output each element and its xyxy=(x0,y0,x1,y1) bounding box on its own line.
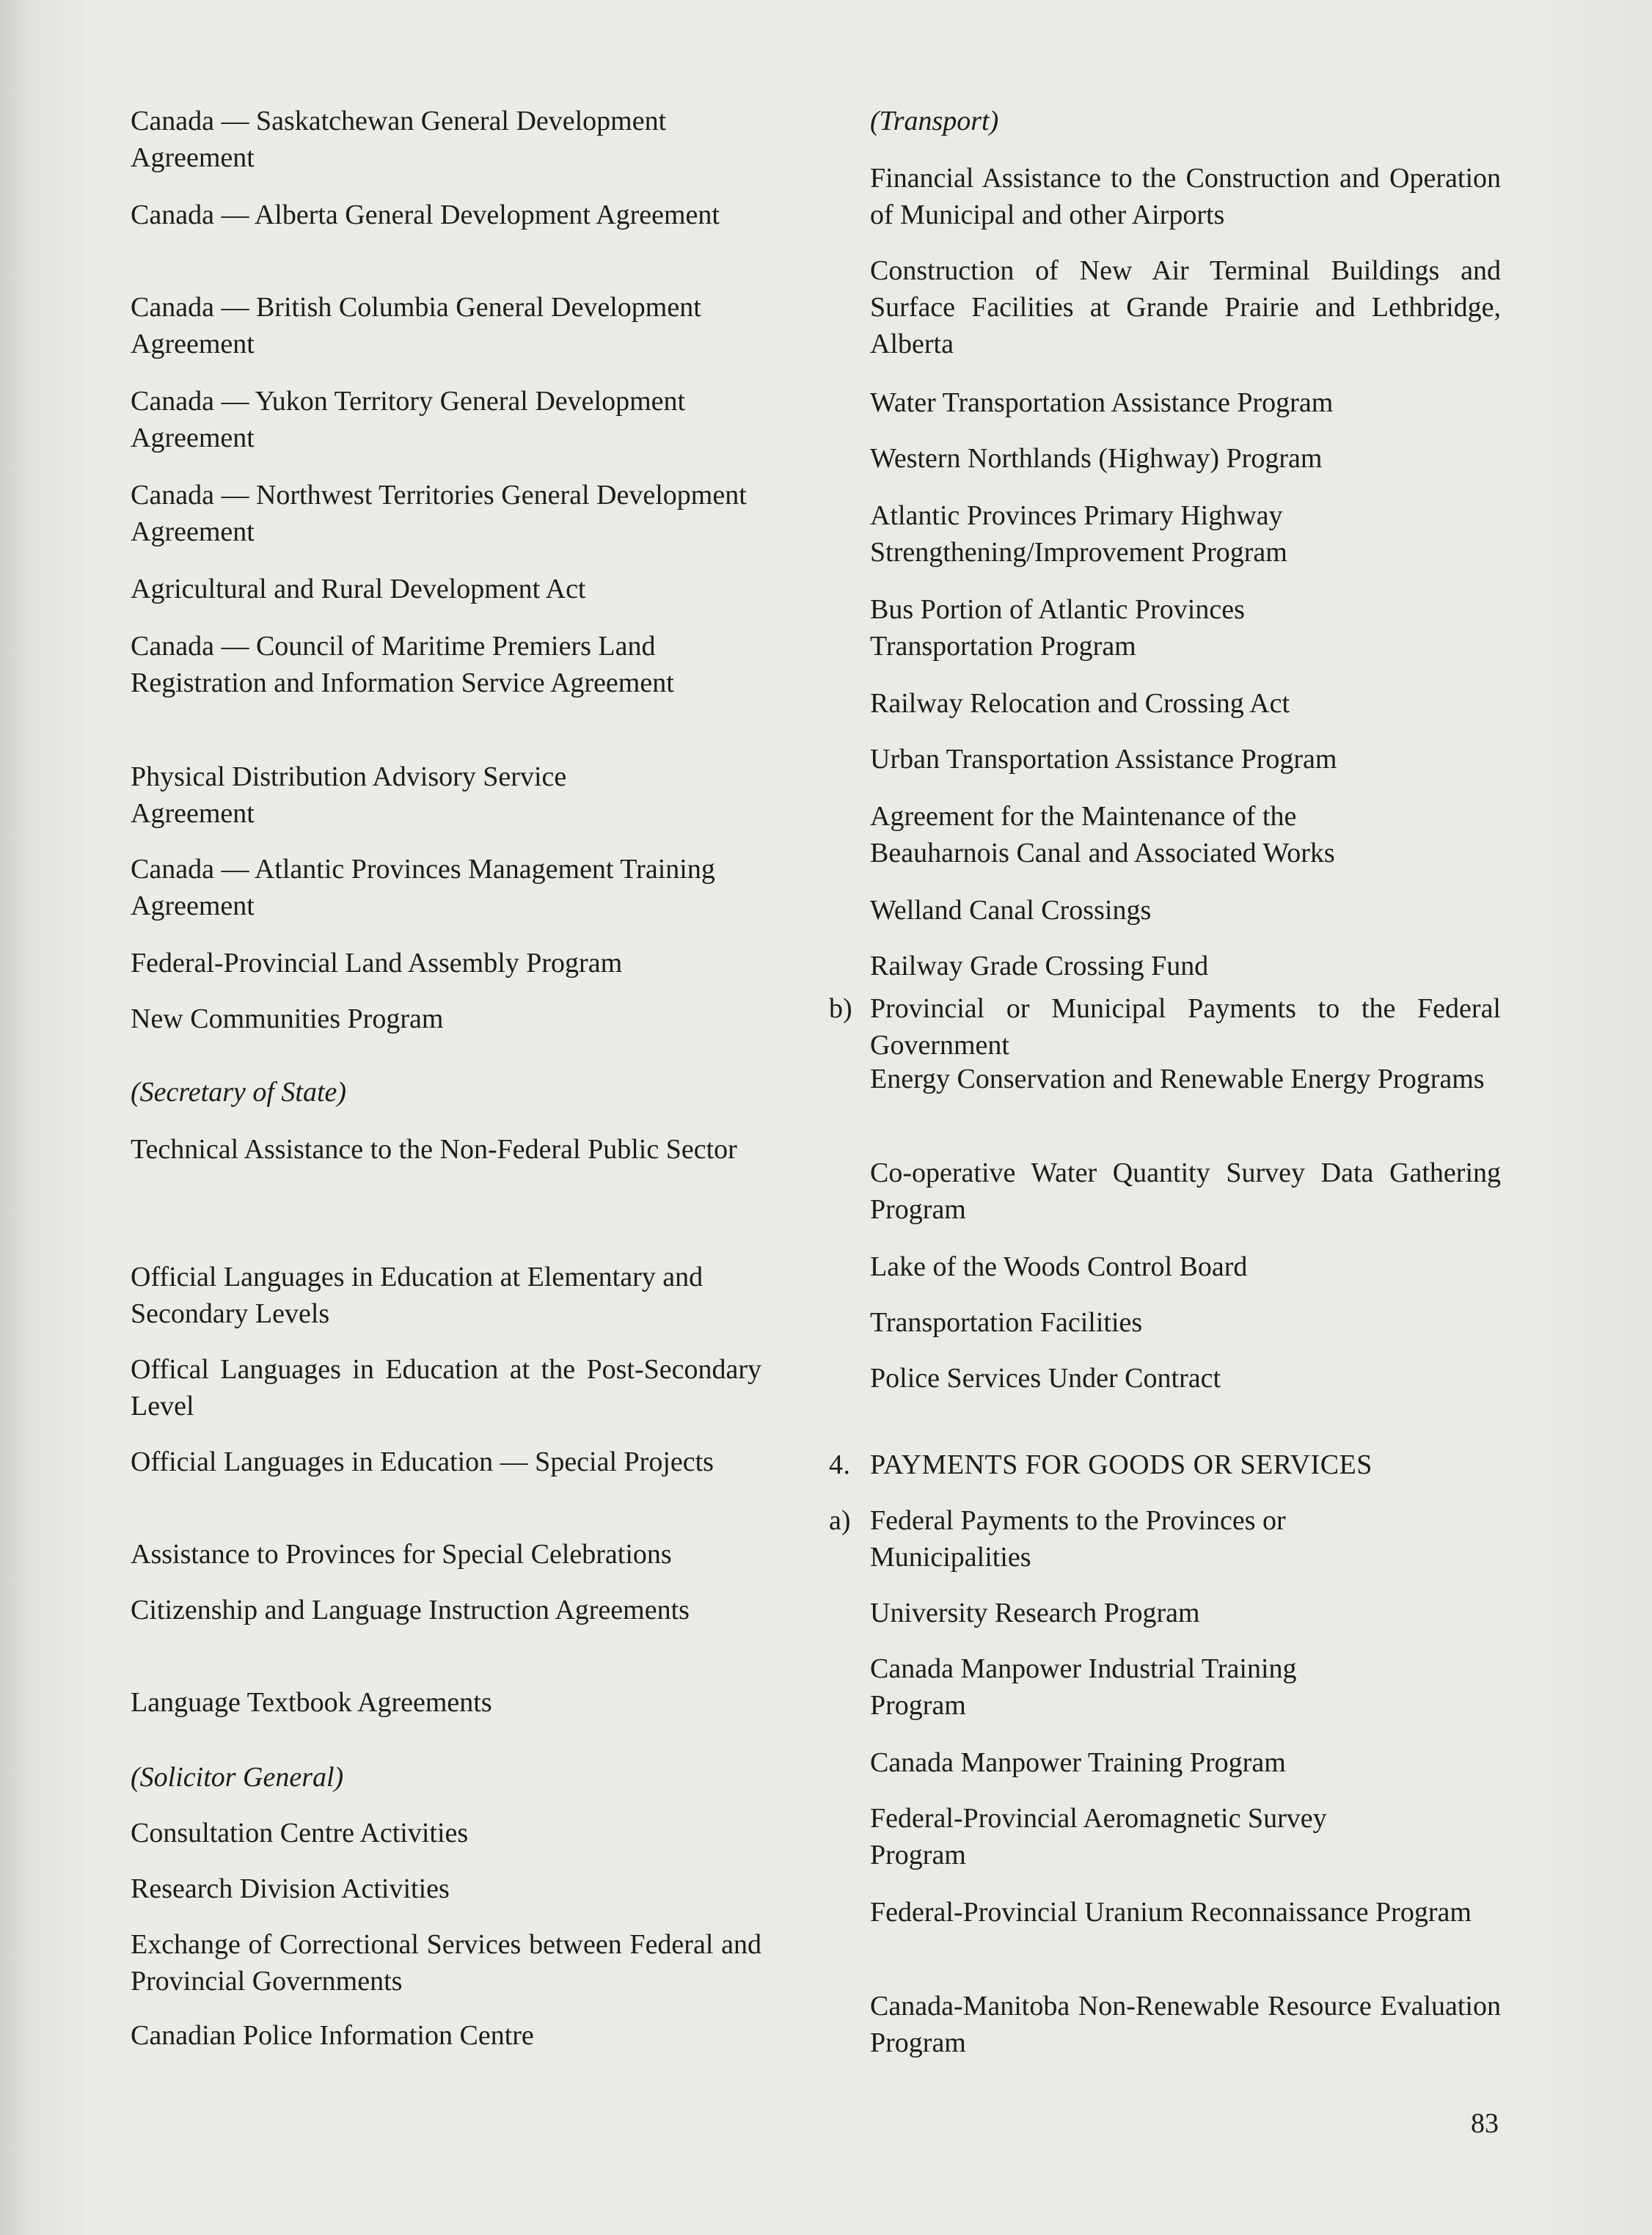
list-item: Canada Manpower Training Program xyxy=(870,1747,1286,1778)
list-item: Agreement for the Maintenance of the Beauharnois Canal and Associated Works xyxy=(870,801,1335,868)
list-item: Official Languages in Education — Special Projects xyxy=(131,1446,714,1477)
list-item: University Research Program xyxy=(870,1598,1200,1628)
section-heading: (Secretary of State) xyxy=(131,1077,347,1108)
list-item: Railway Grade Crossing Fund xyxy=(870,951,1209,981)
section-title: PAYMENTS FOR GOODS OR SERVICES xyxy=(870,1449,1373,1480)
list-item: Canada — Council of Maritime Premiers Land Registration and Information Service Agreement xyxy=(131,631,674,698)
list-item: Energy Conservation and Renewable Energy Programs xyxy=(870,1064,1485,1094)
list-item: Assistance to Provinces for Special Celebrations xyxy=(131,1539,672,1570)
section-heading: (Solicitor General) xyxy=(131,1762,344,1793)
list-item: Canada — Northwest Territories General Development Agreement xyxy=(131,480,747,547)
list-item: Exchange of Correctional Services between Federal and Provincial Governments xyxy=(131,1929,761,1997)
list-item: Western Northlands (Highway) Program xyxy=(870,443,1323,474)
list-item: Research Division Activities xyxy=(131,1873,450,1904)
item-label: a) xyxy=(829,1505,851,1536)
page-number: 83 xyxy=(1471,2108,1499,2139)
section-number: 4. xyxy=(829,1449,851,1480)
list-item: Urban Transportation Assistance Program xyxy=(870,744,1337,775)
list-item: Canada — Yukon Territory General Development Agreement xyxy=(131,386,686,453)
list-item: Federal-Provincial Land Assembly Program xyxy=(131,948,623,979)
list-item: Atlantic Provinces Primary Highway Strengthening/Improvement Program xyxy=(870,500,1287,568)
list-item: New Communities Program xyxy=(131,1003,444,1034)
list-item: Bus Portion of Atlantic Provinces Transportation Program xyxy=(870,594,1245,662)
list-item: Construction of New Air Terminal Buildings and Surface Facilities at Grande Prairie and Lethbridge, Alberta xyxy=(870,255,1501,359)
list-item: Canada — Saskatchewan General Development Agreement xyxy=(131,106,667,173)
list-item: Offical Languages in Education at the Post-Secondary Level xyxy=(131,1354,761,1422)
list-item: Technical Assistance to the Non-Federal Public Sector xyxy=(131,1134,737,1165)
list-item: Railway Relocation and Crossing Act xyxy=(870,688,1290,719)
list-item: Canada Manpower Industrial Training Program xyxy=(870,1653,1297,1721)
list-item: Canada — Atlantic Provinces Management Training Agreement xyxy=(131,854,715,921)
section-heading: (Transport) xyxy=(870,106,999,136)
list-item: Welland Canal Crossings xyxy=(870,895,1152,926)
list-item: Canada — British Columbia General Development Agreement xyxy=(131,292,701,359)
list-item: Canada-Manitoba Non-Renewable Resource Evaluation Program xyxy=(870,1991,1501,2058)
list-item: Lake of the Woods Control Board xyxy=(870,1251,1248,1282)
subsection-heading: Provincial or Municipal Payments to the Federal Government xyxy=(870,993,1501,1061)
list-item: Agricultural and Rural Development Act xyxy=(131,574,586,604)
list-item: Physical Distribution Advisory Service Agreement xyxy=(131,761,567,829)
list-item: Federal-Provincial Aeromagnetic Survey Program xyxy=(870,1803,1327,1870)
list-item: Consultation Centre Activities xyxy=(131,1818,469,1848)
list-item: Financial Assistance to the Construction and Operation of Municipal and other Airports xyxy=(870,163,1501,230)
list-item: Transportation Facilities xyxy=(870,1307,1143,1338)
list-item: Co-operative Water Quantity Survey Data Gathering Program xyxy=(870,1157,1501,1225)
list-item: Water Transportation Assistance Program xyxy=(870,387,1334,418)
list-item: Federal-Provincial Uranium Reconnaissance Program xyxy=(870,1897,1472,1928)
list-item: Official Languages in Education at Elementary and Secondary Levels xyxy=(131,1262,703,1329)
list-item: Citizenship and Language Instruction Agreements xyxy=(131,1595,690,1625)
list-item: Canadian Police Information Centre xyxy=(131,2020,534,2051)
list-item: Police Services Under Contract xyxy=(870,1363,1221,1394)
subsection-heading: Federal Payments to the Provinces or Municipalities xyxy=(870,1505,1286,1573)
list-item: Language Textbook Agreements xyxy=(131,1687,492,1718)
list-item: Canada — Alberta General Development Agreement xyxy=(131,200,720,230)
item-label: b) xyxy=(829,993,852,1024)
